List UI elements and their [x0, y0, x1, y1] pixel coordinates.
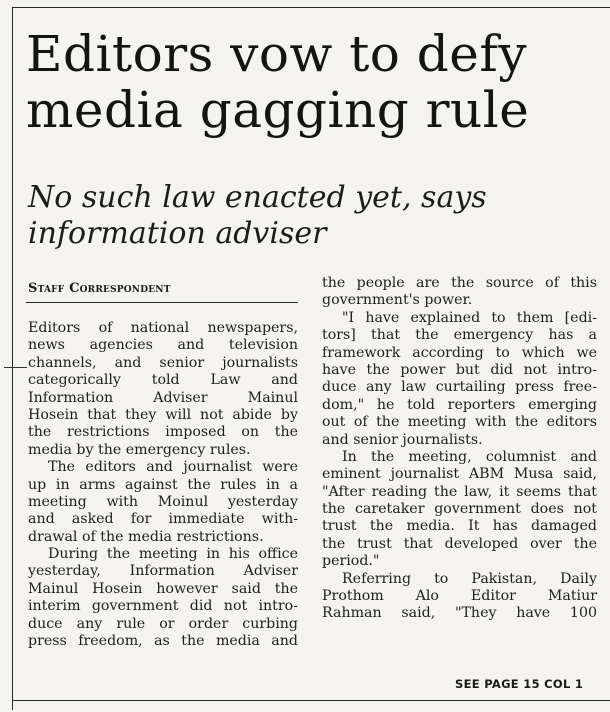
subheadline-line: No such law enacted yet, says	[28, 180, 487, 215]
body-line: Editors of national newspapers,	[28, 320, 298, 336]
body-line: duce any rule or order curbing	[28, 615, 298, 632]
body-line: press freedom, as the media and	[28, 633, 298, 650]
body-line: the caretaker government does not	[322, 501, 597, 518]
body-line: meeting with Moinul yesterday	[28, 493, 298, 510]
body-line: news agencies and television	[28, 337, 298, 354]
byline-text: Staff Correspondent	[28, 281, 171, 296]
continuation-jump-line: SEE PAGE 15 COL 1	[455, 677, 584, 691]
body-line: out of the meeting with the editors	[322, 414, 597, 431]
body-line: tors] that the emergency has a	[322, 327, 597, 344]
body-line: Hosein that they will not abide by	[28, 406, 298, 423]
body-line: and asked for immediate with-	[28, 511, 298, 528]
subheadline	[28, 180, 598, 252]
body-line: categorically told Law and	[28, 372, 298, 389]
body-line: framework according to which we	[322, 344, 597, 361]
body-line: channels, and senior journalists	[28, 354, 298, 371]
body-line: yesterday, Information Adviser	[28, 563, 298, 580]
body-line: Mainul Hosein however said the	[28, 580, 298, 597]
left-column	[28, 320, 298, 650]
body-line: trust the media. It has damaged	[322, 518, 597, 535]
body-line: "I have explained to them [edi-	[342, 309, 597, 326]
right-column	[322, 275, 597, 623]
body-line: In the meeting, columnist and	[342, 448, 597, 465]
body-line: Referring to Pakistan, Daily	[342, 570, 597, 587]
body-line: During the meeting in his office	[48, 546, 298, 563]
byline-rule	[26, 302, 298, 303]
body-line: and senior journalists.	[322, 431, 483, 448]
body-line: the trust that developed over the	[322, 535, 597, 552]
body-line: have the power but did not intro-	[322, 361, 597, 378]
margin-dash-mark	[4, 367, 27, 368]
subheadline-line: information adviser	[28, 216, 327, 251]
body-line: media by the emergency rules.	[28, 441, 251, 458]
body-line: duce any law curtailing press free-	[322, 379, 597, 396]
bottom-rule	[12, 700, 610, 701]
headline	[26, 26, 606, 138]
body-line: Rahman said, "They have 100	[322, 605, 597, 622]
body-line: up in arms against the rules in a	[28, 476, 298, 493]
body-line: interim government did not intro-	[28, 598, 298, 615]
body-line: drawal of the media restrictions.	[28, 528, 264, 545]
headline-line: media gagging rule	[26, 81, 530, 139]
body-line: The editors and journalist were	[48, 459, 298, 476]
left-rule	[12, 7, 13, 710]
body-line: Information Adviser Mainul	[28, 389, 298, 406]
byline	[28, 281, 171, 296]
body-line: government's power.	[322, 292, 473, 309]
body-line: period."	[322, 553, 380, 570]
body-line: the people are the source of this	[322, 275, 597, 291]
body-line: the restrictions imposed on the	[28, 424, 298, 441]
headline-line: Editors vow to defy	[26, 25, 528, 83]
body-line: eminent journalist ABM Musa said,	[322, 466, 597, 483]
body-line: Prothom Alo Editor Matiur	[322, 588, 597, 605]
body-line: "After reading the law, it seems that	[322, 483, 597, 500]
body-line: dom," he told reporters emerging	[322, 396, 597, 413]
top-rule	[12, 7, 610, 8]
